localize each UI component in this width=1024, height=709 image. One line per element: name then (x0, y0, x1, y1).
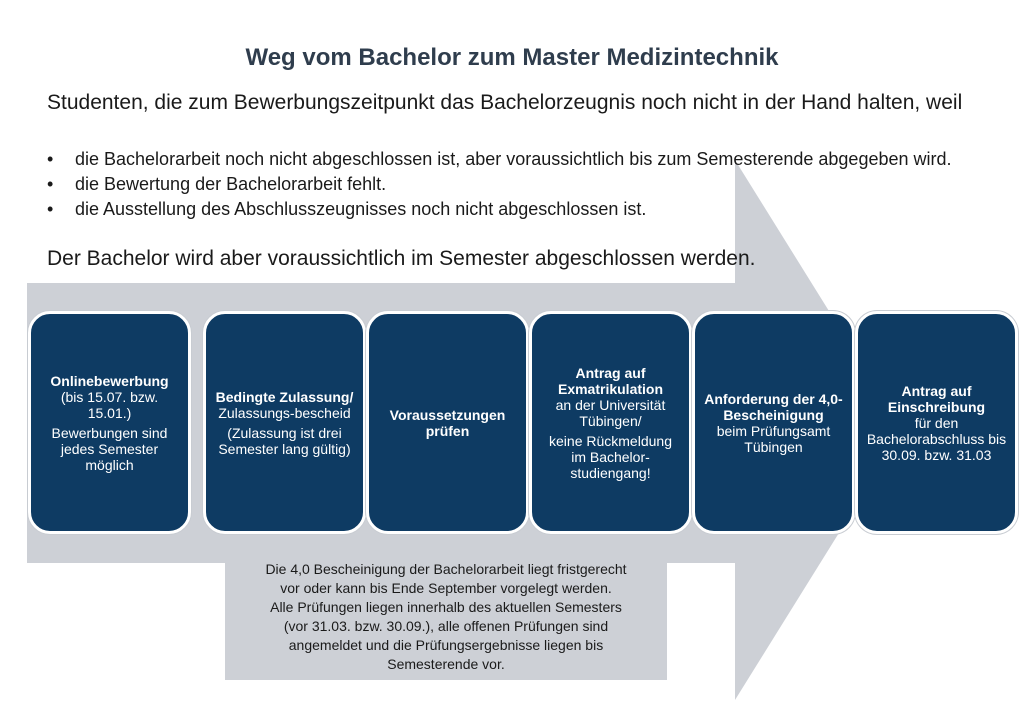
bullet-text: die Bachelorarbeit noch nicht abgeschlossen ist, aber voraussichtlich bis zum Semesterende abgegeben wird. (75, 149, 952, 169)
list-item (47, 197, 977, 222)
note-line: angemeldet und die Prüfungsergebnisse liegen bis (288, 636, 604, 653)
step-box-exmatriculation (529, 311, 692, 534)
list-item (47, 172, 977, 197)
bullet-text: die Bewertung der Bachelorarbeit fehlt. (75, 174, 387, 194)
bullet-icon: • (47, 199, 54, 219)
step-box-conditional-admission (203, 311, 366, 534)
conclusion-text: Der Bachelor wird aber voraussichtlich im Semester abgeschlossen werden. (47, 247, 756, 270)
bullet-icon: • (47, 174, 54, 194)
bullet-text: die Ausstellung des Abschlusszeugnisses noch nicht abgeschlossen ist. (75, 199, 647, 219)
step-heading: Bedingte Zulassung/ (215, 388, 354, 405)
bullet-icon: • (47, 149, 54, 169)
step-box-certificate-request (692, 311, 855, 534)
step-text: (Zulassung ist drei Semester lang gültig) (218, 424, 351, 457)
step-box-online-application (28, 311, 191, 534)
step-heading: Antrag auf Exmatrikulation (557, 364, 664, 397)
page-title: Weg vom Bachelor zum Master Medizintechnik (245, 44, 779, 71)
step-text: Bewerbungen sind jedes Semester möglich (51, 424, 168, 473)
step-heading: Onlinebewerbung (50, 372, 169, 389)
step-text: (bis 15.07. bzw. 15.01.) (60, 388, 159, 421)
note-line: (vor 31.03. bzw. 30.09.), alle offenen Prüfungen sind (283, 617, 609, 634)
step-heading: Voraussetzungen prüfen (389, 406, 506, 439)
step-text: beim Prüfungsamt Tübingen (716, 422, 831, 455)
step-text: keine Rückmeldung im Bachelor-studiengang! (549, 432, 672, 481)
step-text: Zulassungs-bescheid (218, 404, 351, 421)
note-line: vor oder kann bis Ende September vorgelegt werden. (280, 579, 612, 596)
step-box-check-requirements (366, 311, 529, 534)
step-heading: Anforderung der 4,0-Bescheinigung (704, 390, 843, 423)
note-line: Die 4,0 Bescheinigung der Bachelorarbeit liegt fristgerecht (265, 560, 627, 577)
step-text: für den Bachelorabschluss bis 30.09. bzw. 31.03 (866, 414, 1007, 463)
step-text: an der Universität Tübingen/ (555, 396, 666, 429)
list-item (47, 147, 977, 172)
step-box-enrollment (855, 311, 1018, 534)
note-line: Semesterende vor. (387, 655, 505, 672)
intro-text: Studenten, die zum Bewerbungszeitpunkt das Bachelorzeugnis noch nicht in der Hand halten, weil (47, 91, 963, 114)
note-line: Alle Prüfungen liegen innerhalb des aktuellen Semesters (270, 598, 622, 615)
note-box (225, 553, 667, 680)
reason-list (47, 147, 977, 222)
step-heading: Antrag auf Einschreibung (887, 382, 986, 415)
